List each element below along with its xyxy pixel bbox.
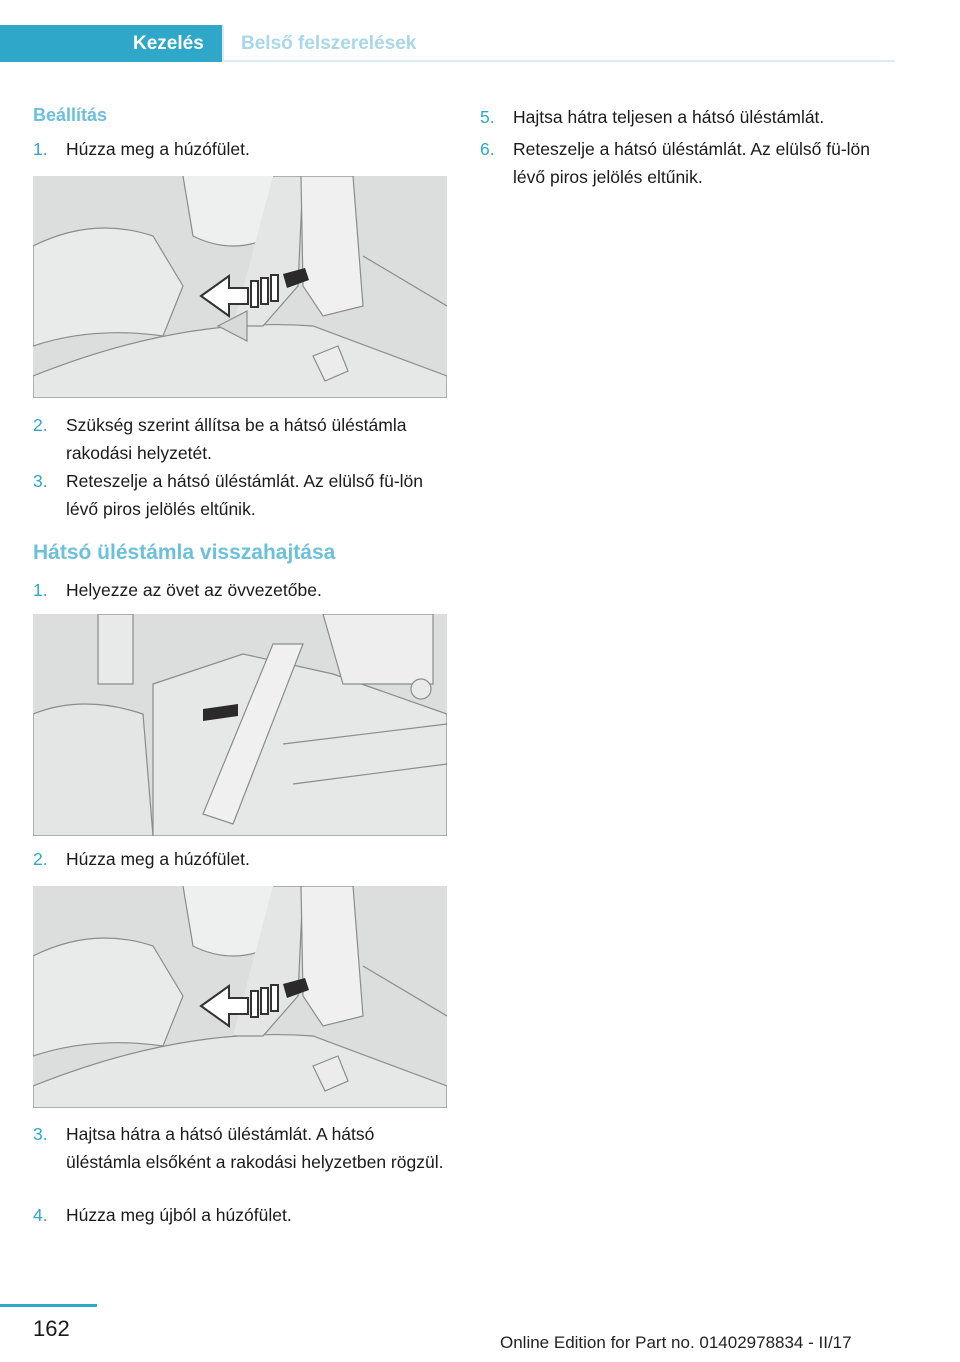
- step-text: Húzza meg újból a húzófület.: [66, 1205, 292, 1225]
- section-title-visszahajtas: Hátsó üléstámla visszahajtása: [33, 541, 336, 564]
- figure-belt-guide: [33, 614, 447, 836]
- tab-kezeles[interactable]: Kezelés: [0, 25, 222, 62]
- step-number: 1.: [33, 139, 48, 159]
- step-number: 4.: [33, 1205, 48, 1225]
- figure-seat-pull-tab-1: [33, 176, 447, 398]
- list-item: [33, 411, 453, 467]
- step-number: 2.: [33, 849, 48, 869]
- figure-seat-pull-tab-2: [33, 886, 447, 1108]
- step-number: 5.: [480, 107, 495, 127]
- step-text: Húzza meg a húzófület.: [66, 849, 250, 869]
- step-text: Helyezze az övet az övvezetőbe.: [66, 580, 322, 600]
- list-item: [480, 135, 900, 191]
- edition-note: Online Edition for Part no. 01402978834 - II/17: [500, 1333, 852, 1352]
- step-number: 1.: [33, 580, 48, 600]
- step-text: Hajtsa hátra teljesen a hátsó üléstámlát.: [513, 107, 825, 127]
- tab-belso-felszerelesek[interactable]: Belső felszerelések: [241, 33, 417, 54]
- page-number: 162: [33, 1316, 70, 1341]
- list-item: [33, 467, 453, 523]
- step-number: 3.: [33, 471, 48, 491]
- list-item: [33, 845, 453, 873]
- step-number: 2.: [33, 415, 48, 435]
- section-title-beallitas: Beállítás: [33, 105, 108, 125]
- tab-separator: [222, 25, 224, 62]
- list-item: [33, 576, 453, 604]
- step-text: Reteszelje a hátsó üléstámlát. Az elülső fü-lön lévő piros jelölés eltűnik.: [513, 139, 870, 187]
- step-text: Hajtsa hátra a hátsó üléstámlát. A hátsó üléstámla elsőként a rakodási helyzetben rögzül.: [66, 1124, 444, 1172]
- step-text: Húzza meg a húzófület.: [66, 139, 250, 159]
- step-number: 6.: [480, 139, 495, 159]
- step-number: 3.: [33, 1124, 48, 1144]
- step-text: Szükség szerint állítsa be a hátsó üléstámla rakodási helyzetét.: [66, 415, 407, 463]
- list-item: [33, 1120, 453, 1176]
- footer-rule: [0, 1304, 97, 1307]
- list-item: [33, 1201, 453, 1229]
- list-item: [33, 135, 453, 163]
- step-text: Reteszelje a hátsó üléstámlát. Az elülső fü-lön lévő piros jelölés eltűnik.: [66, 471, 423, 519]
- list-item: [480, 103, 900, 131]
